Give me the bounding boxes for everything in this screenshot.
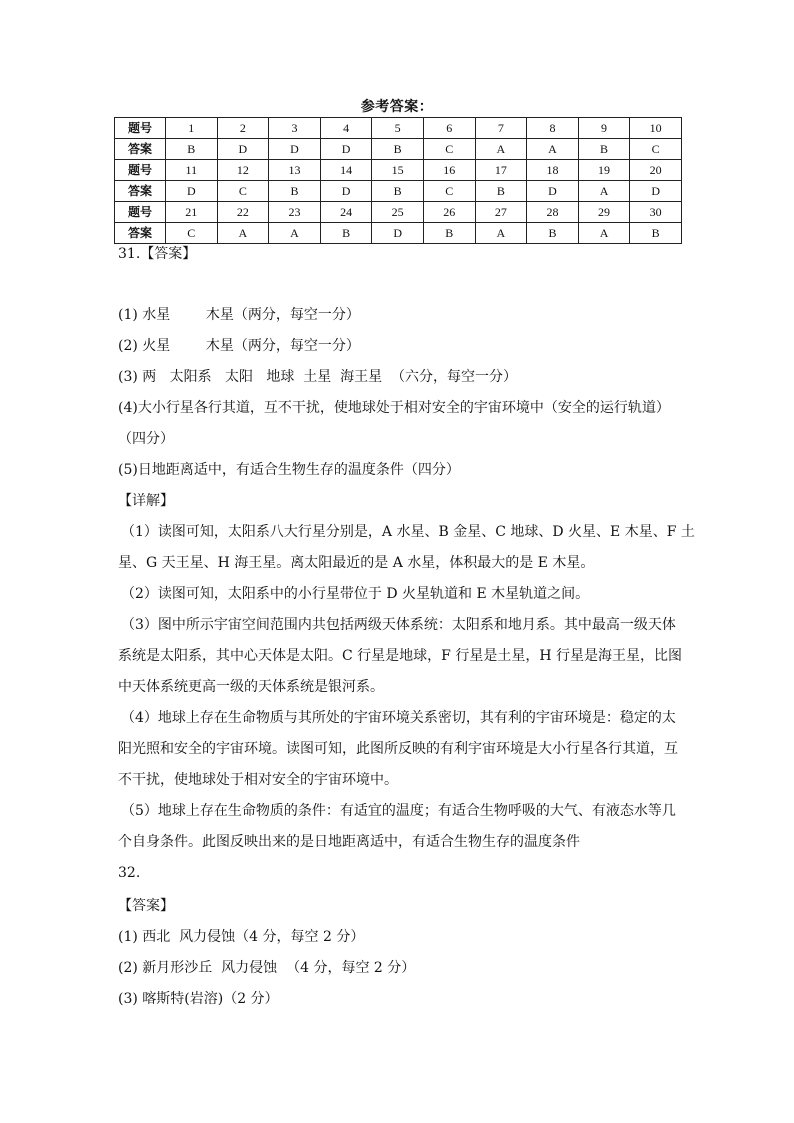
- table-cell: B: [475, 181, 527, 202]
- q31-answer-2: (2) 火星 木星（两分，每空一分）: [118, 338, 360, 354]
- table-cell: A: [217, 223, 269, 244]
- table-cell: C: [166, 223, 218, 244]
- table-cell: 7: [475, 118, 527, 139]
- row-label: 答案: [115, 181, 166, 202]
- q31-detail-2: （2）读图可知，太阳系中的小行星带位于 D 火星轨道和 E 木星轨道之间。: [121, 586, 590, 602]
- q31-detail-4c: 不干扰，使地球处于相对安全的宇宙环境中。: [118, 772, 398, 788]
- table-cell: D: [217, 139, 269, 160]
- table-cell: 26: [423, 202, 475, 223]
- q32-number: 32.: [118, 865, 141, 881]
- table-cell: 18: [527, 160, 579, 181]
- table-cell: 17: [475, 160, 527, 181]
- q32-answer-2: (2) 新月形沙丘 风力侵蚀 （4 分，每空 2 分）: [118, 960, 416, 976]
- table-cell: B: [630, 223, 682, 244]
- q32-answer-1: (1) 西北 风力侵蚀（4 分，每空 2 分）: [118, 929, 365, 945]
- table-cell: D: [372, 223, 424, 244]
- q31-detail-3a: （3）图中所示宇宙空间范围内共包括两级天体系统：太阳系和地月系。其中最高一级天体: [121, 617, 676, 633]
- q32-answer-3: (3) 喀斯特(岩溶)（2 分）: [118, 991, 279, 1007]
- table-cell: A: [578, 181, 630, 202]
- table-cell: 3: [269, 118, 321, 139]
- table-cell: 6: [423, 118, 475, 139]
- table-cell: 2: [217, 118, 269, 139]
- table-cell: 8: [527, 118, 579, 139]
- table-cell: 14: [320, 160, 372, 181]
- table-row: [115, 160, 682, 181]
- table-cell: C: [423, 181, 475, 202]
- table-cell: 27: [475, 202, 527, 223]
- q31-detail-1b: 星、G 天王星、H 海王星。离太阳最近的是 A 水星，体积最大的是 E 木星。: [118, 555, 595, 571]
- page-title: 参考答案：: [360, 99, 434, 115]
- table-cell: A: [475, 223, 527, 244]
- row-label: 答案: [115, 223, 166, 244]
- table-row: [115, 118, 682, 139]
- table-cell: 25: [372, 202, 424, 223]
- table-cell: 22: [217, 202, 269, 223]
- table-cell: B: [166, 139, 218, 160]
- table-row: [115, 223, 682, 244]
- q31-answer-1: (1) 水星 木星（两分，每空一分）: [118, 307, 360, 323]
- answer-table: [114, 117, 682, 244]
- table-cell: B: [269, 181, 321, 202]
- table-cell: 28: [527, 202, 579, 223]
- table-cell: C: [630, 139, 682, 160]
- table-cell: 20: [630, 160, 682, 181]
- q31-answer-4: (4)大小行星各行其道，互不干扰，使地球处于相对安全的宇宙环境中（安全的运行轨道）: [118, 400, 670, 416]
- table-cell: 10: [630, 118, 682, 139]
- q31-detail-heading: 【详解】: [118, 493, 174, 509]
- q31-detail-5b: 个自身条件。此图反映出来的是日地距离适中，有适合生物生存的温度条件: [118, 834, 580, 850]
- table-cell: 16: [423, 160, 475, 181]
- row-label: 题号: [115, 118, 166, 139]
- table-cell: 19: [578, 160, 630, 181]
- table-cell: 15: [372, 160, 424, 181]
- table-cell: D: [269, 139, 321, 160]
- table-cell: 1: [166, 118, 218, 139]
- table-cell: A: [527, 139, 579, 160]
- table-cell: D: [320, 181, 372, 202]
- q31-answer-4-score: （四分）: [118, 431, 174, 447]
- row-label: 答案: [115, 139, 166, 160]
- table-cell: A: [475, 139, 527, 160]
- q31-answer-5: (5)日地距离适中，有适合生物生存的温度条件（四分）: [118, 462, 460, 478]
- table-cell: D: [527, 181, 579, 202]
- table-cell: B: [423, 223, 475, 244]
- q32-heading: 【答案】: [118, 898, 174, 914]
- table-row: [115, 181, 682, 202]
- row-label: 题号: [115, 160, 166, 181]
- table-cell: D: [166, 181, 218, 202]
- table-cell: 30: [630, 202, 682, 223]
- table-cell: B: [372, 181, 424, 202]
- table-cell: C: [423, 139, 475, 160]
- table-cell: A: [269, 223, 321, 244]
- table-cell: B: [320, 223, 372, 244]
- table-cell: 12: [217, 160, 269, 181]
- q31-detail-3b: 系统是太阳系，其中心天体是太阳。C 行星是地球，F 行星是土星，H 行星是海王星，比图: [118, 648, 682, 664]
- table-cell: 9: [578, 118, 630, 139]
- table-row: [115, 202, 682, 223]
- q31-detail-3c: 中天体系统更高一级的天体系统是银河系。: [118, 679, 384, 695]
- table-cell: D: [630, 181, 682, 202]
- row-label: 题号: [115, 202, 166, 223]
- table-cell: D: [320, 139, 372, 160]
- table-cell: B: [578, 139, 630, 160]
- table-cell: 11: [166, 160, 218, 181]
- table-cell: 4: [320, 118, 372, 139]
- table-cell: 5: [372, 118, 424, 139]
- q31-detail-5a: （5）地球上存在生命物质的条件：有适宜的温度；有适合生物呼吸的大气、有液态水等几: [121, 803, 676, 819]
- table-cell: 23: [269, 202, 321, 223]
- table-cell: B: [527, 223, 579, 244]
- q31-detail-1a: （1）读图可知，太阳系八大行星分别是，A 水星、B 金星、C 地球、D 火星、E 木星、F 土: [121, 524, 695, 540]
- table-cell: 13: [269, 160, 321, 181]
- table-cell: 21: [166, 202, 218, 223]
- table-cell: 29: [578, 202, 630, 223]
- table-cell: A: [578, 223, 630, 244]
- table-cell: C: [217, 181, 269, 202]
- q31-detail-4a: （4）地球上存在生命物质与其所处的宇宙环境关系密切，其有利的宇宙环境是：稳定的太: [121, 710, 676, 726]
- table-cell: B: [372, 139, 424, 160]
- table-row: [115, 139, 682, 160]
- table-cell: 24: [320, 202, 372, 223]
- q31-answer-3: (3) 两 太阳系 太阳 地球 土星 海王星 （六分，每空一分）: [118, 369, 518, 385]
- q31-detail-4b: 阳光照和安全的宇宙环境。读图可知，此图所反映的有利宇宙环境是大小行星各行其道，互: [118, 741, 678, 757]
- q31-heading: 31.【答案】: [118, 246, 197, 262]
